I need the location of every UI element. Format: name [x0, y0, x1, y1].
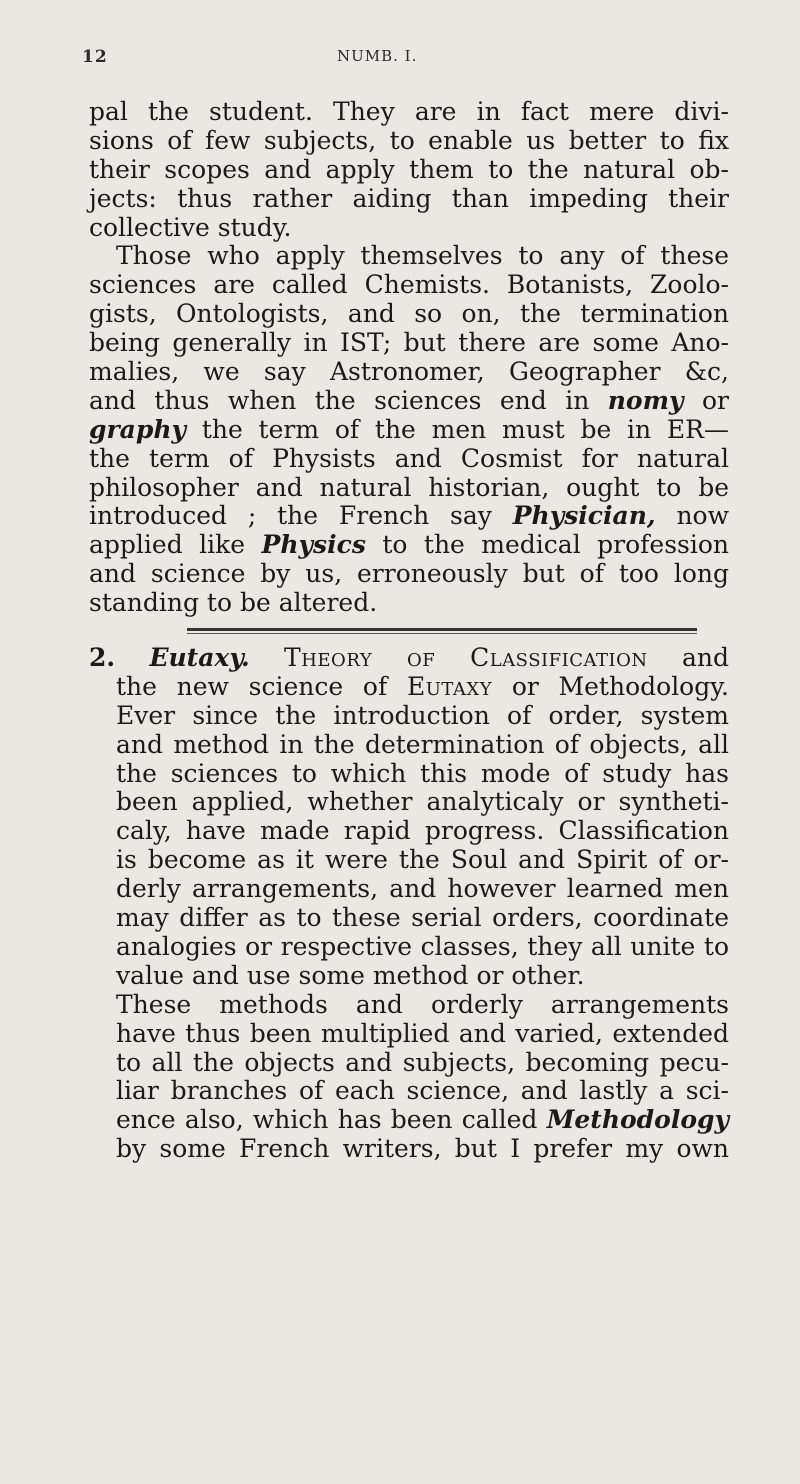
text-run: and thus when the sciences end in	[89, 385, 608, 415]
text-line: to all the objects and subjects, becoming pecu-	[116, 1047, 729, 1077]
text-line: derly arrangements, and however learned men	[116, 874, 729, 904]
text-run: or	[683, 385, 730, 415]
section-divider	[187, 628, 697, 634]
text-line: is become as it were the Soul and Spirit of or-	[116, 845, 729, 875]
text-run: ence also, which has been called	[116, 1105, 547, 1135]
text-line: Those who apply themselves to any of these	[116, 241, 729, 271]
text-line: value and use some method or other.	[116, 960, 585, 990]
text-line: sions of few subjects, to enable us better to fix	[89, 125, 729, 155]
text-line: sciences are called Chemists. Botanists, Zoolo-	[89, 270, 729, 300]
text-run: applied like	[89, 530, 262, 560]
text-run: —	[704, 414, 729, 444]
text-run: ; but there are some Ano-	[382, 328, 730, 358]
text-line: and method in the determination of objects, all	[116, 729, 729, 759]
text-line: their scopes and apply them to the natural ob-	[89, 154, 729, 184]
italic-term: nomy	[607, 385, 684, 415]
text-line: pal the student. They are in fact mere divi-	[89, 97, 729, 126]
text-line	[89, 387, 729, 416]
running-title: NUMB. I.	[337, 47, 418, 65]
text-line: caly, have made rapid progress. Classification	[116, 816, 729, 846]
text-line	[89, 531, 729, 560]
text-line: and science by us, erroneously but of too long	[89, 559, 729, 589]
page-number: 12	[82, 47, 108, 67]
body-text	[89, 98, 729, 1164]
text-line: analogies or respective classes, they all unite to	[116, 931, 729, 961]
text-line	[89, 329, 729, 358]
text-line: collective study.	[89, 212, 292, 242]
text-line	[89, 416, 729, 445]
text-line: malies, we say Astronomer, Geographer &c,	[89, 357, 729, 387]
section-name: Eutaxy.	[149, 643, 250, 673]
text-line	[89, 1106, 729, 1135]
text-line: by some French writers, but I prefer my own	[116, 1134, 729, 1164]
text-run: ER	[666, 414, 704, 444]
text-run: to the medical profession	[365, 530, 729, 560]
text-run: the new science of	[116, 671, 407, 701]
text-run: now	[655, 501, 729, 531]
text-line: been applied, whether analyticaly or syntheti-	[116, 787, 729, 817]
italic-term: Physician,	[512, 501, 656, 531]
text-line: These methods and orderly arrangements	[116, 989, 729, 1019]
text-run: the term of the men must be in	[186, 414, 667, 444]
text-run: and	[647, 643, 729, 673]
text-run: being generally in	[89, 328, 341, 358]
text-line: standing to be altered.	[89, 588, 378, 618]
section-number: 2.	[89, 643, 116, 673]
text-line: the term of Physists and Cosmist for natural	[89, 443, 729, 473]
text-line	[89, 502, 729, 531]
text-line: gists, Ontologists, and so on, the termination	[89, 299, 729, 329]
text-line: may differ as to these serial orders, coordinate	[116, 903, 729, 933]
text-line: philosopher and natural historian, ought to be	[89, 472, 729, 502]
text-line: the sciences to which this mode of study has	[116, 758, 729, 788]
italic-term: Physics	[261, 530, 366, 560]
text-line	[89, 673, 729, 702]
italic-term: Methodology	[546, 1105, 729, 1135]
text-line: have thus been multiplied and varied, extended	[116, 1018, 729, 1048]
text-run: or Methodology.	[492, 671, 729, 701]
italic-term: graphy	[89, 414, 187, 444]
text-line: liar branches of each science, and lastly a sci-	[116, 1076, 729, 1106]
section-title: Theory of Classification	[284, 643, 648, 673]
text-line: Ever since the introduction of order, system	[116, 700, 729, 730]
section-heading	[89, 644, 729, 673]
text-line: jects: thus rather aiding than impeding their	[89, 183, 729, 213]
text-run: IST	[340, 328, 383, 358]
text-run: introduced ; the French say	[89, 501, 513, 531]
small-caps-term: Eutaxy	[406, 671, 493, 701]
